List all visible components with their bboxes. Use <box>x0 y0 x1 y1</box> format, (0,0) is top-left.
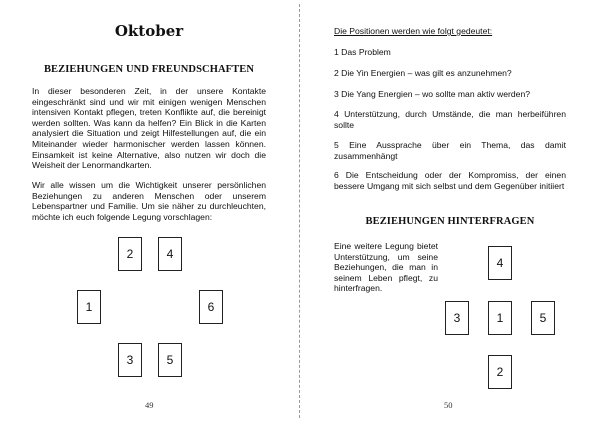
position-item: 6 Die Entscheidung oder der Kompromiss, der einen bessere Umgang mit sich selbst und dem Gegenüber initiiert <box>334 170 566 191</box>
card-position-5: 5 <box>531 301 555 335</box>
card-position-2: 2 <box>488 355 512 389</box>
page-left <box>0 0 298 422</box>
position-item: 4 Unterstützung, durch Umstände, die man herbeiführen sollte <box>334 109 566 130</box>
card-position-5: 5 <box>158 343 182 377</box>
card-position-4: 4 <box>158 237 182 271</box>
section-heading-questioning: BEZIEHUNGEN HINTERFRAGEN <box>365 216 535 227</box>
spread-intro-paragraph: Wir alle wissen um die Wichtigkeit unserer persönlichen Beziehungen zu anderen Menschen oder unserem Lebenspartner und Familie. Um sie näher zu durchleuchten, möchte ich euch folgende Legung vorschlagen: <box>32 180 266 222</box>
position-item: 5 Eine Aussprache über ein Thema, das damit zusammenhängt <box>334 140 566 161</box>
position-item: 3 Die Yang Energien – wo sollte man aktiv werden? <box>334 89 531 99</box>
position-item: 1 Das Problem <box>334 47 391 57</box>
page-number-right: 50 <box>444 400 453 410</box>
section-heading-relationships: BEZIEHUNGEN UND FREUNDSCHAFTEN <box>43 64 255 75</box>
page-number-left: 49 <box>145 400 154 410</box>
card-position-2: 2 <box>118 237 142 271</box>
card-position-6: 6 <box>199 290 223 324</box>
second-spread-paragraph: Eine weitere Legung bietet Unterstützung, um seine Beziehungen, die man in seinem Leben pflegt, zu hinterfragen. <box>334 241 438 294</box>
book-spine <box>299 4 300 418</box>
card-position-1: 1 <box>77 290 101 324</box>
card-position-3: 3 <box>118 343 142 377</box>
page-title: Oktober <box>114 22 184 40</box>
intro-paragraph: In dieser besonderen Zeit, in der unsere Kontakte eingeschränkt sind und wir mit einigen wenigen Menschen intensiven Kontakt pflegen, treten Konflikte auf, die bereinigt werden sollten. Was kann da helfen? Ein Blick in die Karten analysiert die Situation und zeigt Hilfestellungen auf, die ein Miteinander wieder harmonischer werden lassen können. Einsamkeit ist keine Alternative, also nutzen wir doch die Weisheit der Lenormandkarten. <box>32 86 266 171</box>
card-position-4: 4 <box>488 246 512 280</box>
card-position-3: 3 <box>445 301 469 335</box>
card-position-1: 1 <box>488 301 512 335</box>
page-right <box>302 0 600 422</box>
positions-heading: Die Positionen werden wie folgt gedeutet: <box>334 26 493 36</box>
position-item: 2 Die Yin Energien – was gilt es anzunehmen? <box>334 68 512 78</box>
